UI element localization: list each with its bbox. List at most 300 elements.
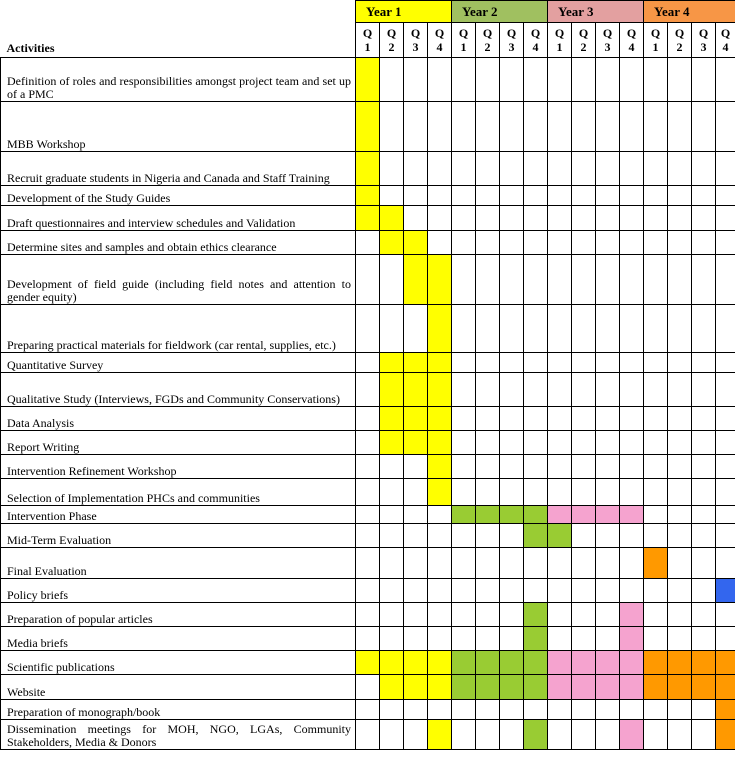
gantt-empty-cell <box>404 700 428 720</box>
gantt-empty-cell <box>476 455 500 479</box>
activities-header: Activities <box>1 23 356 58</box>
gantt-filled-cell <box>428 255 452 305</box>
gantt-filled-cell <box>644 675 668 700</box>
activity-row <box>1 255 735 305</box>
gantt-empty-cell <box>548 627 572 651</box>
activity-label: Recruit graduate students in Nigeria and Canada and Staff Training <box>1 152 356 186</box>
gantt-empty-cell <box>548 455 572 479</box>
gantt-filled-cell <box>500 675 524 700</box>
gantt-empty-cell <box>476 353 500 373</box>
gantt-empty-cell <box>500 373 524 407</box>
gantt-empty-cell <box>596 58 620 102</box>
gantt-empty-cell <box>356 305 380 353</box>
gantt-empty-cell <box>476 431 500 455</box>
gantt-empty-cell <box>380 102 404 152</box>
gantt-empty-cell <box>692 700 716 720</box>
activity-label: Final Evaluation <box>1 548 356 579</box>
gantt-empty-cell <box>404 479 428 506</box>
gantt-empty-cell <box>452 720 476 750</box>
quarter-number: 1 <box>556 40 563 54</box>
quarter-letter: Q <box>554 26 565 40</box>
year-header-row <box>1 1 735 23</box>
gantt-empty-cell <box>716 58 735 102</box>
gantt-empty-cell <box>668 305 692 353</box>
gantt-empty-cell <box>620 353 644 373</box>
gantt-empty-cell <box>380 58 404 102</box>
activity-label: Scientific publications <box>1 651 356 675</box>
gantt-empty-cell <box>452 206 476 231</box>
gantt-empty-cell <box>356 720 380 750</box>
quarter-letter: Q <box>410 26 421 40</box>
gantt-empty-cell <box>620 255 644 305</box>
gantt-filled-cell <box>692 651 716 675</box>
gantt-empty-cell <box>572 455 596 479</box>
gantt-empty-cell <box>404 603 428 627</box>
gantt-empty-cell <box>452 627 476 651</box>
gantt-empty-cell <box>548 206 572 231</box>
gantt-empty-cell <box>548 479 572 506</box>
gantt-empty-cell <box>548 186 572 206</box>
activity-label: Media briefs <box>1 627 356 651</box>
gantt-empty-cell <box>716 186 735 206</box>
gantt-empty-cell <box>572 579 596 603</box>
gantt-filled-cell <box>380 651 404 675</box>
gantt-empty-cell <box>500 186 524 206</box>
gantt-empty-cell <box>428 231 452 255</box>
gantt-empty-cell <box>620 206 644 231</box>
quarter-letter: Q <box>458 26 469 40</box>
gantt-empty-cell <box>572 255 596 305</box>
gantt-empty-cell <box>500 548 524 579</box>
gantt-empty-cell <box>668 431 692 455</box>
gantt-filled-cell <box>524 720 548 750</box>
gantt-empty-cell <box>356 479 380 506</box>
gantt-filled-cell <box>356 186 380 206</box>
activity-row <box>1 603 735 627</box>
gantt-filled-cell <box>620 627 644 651</box>
gantt-empty-cell <box>524 102 548 152</box>
gantt-filled-cell <box>380 206 404 231</box>
gantt-empty-cell <box>596 524 620 548</box>
quarter-letter: Q <box>482 26 493 40</box>
activity-label: Development of field guide (including field notes and attention to gender equity) <box>1 255 356 305</box>
gantt-empty-cell <box>668 603 692 627</box>
gantt-empty-cell <box>572 186 596 206</box>
gantt-empty-cell <box>404 627 428 651</box>
gantt-filled-cell <box>596 506 620 524</box>
gantt-empty-cell <box>356 548 380 579</box>
quarter-number: 4 <box>722 40 729 54</box>
gantt-empty-cell <box>716 353 735 373</box>
gantt-empty-cell <box>452 548 476 579</box>
gantt-empty-cell <box>644 373 668 407</box>
gantt-filled-cell <box>620 651 644 675</box>
gantt-empty-cell <box>404 455 428 479</box>
quarter-header-1 <box>356 23 380 58</box>
gantt-empty-cell <box>668 58 692 102</box>
gantt-empty-cell <box>356 455 380 479</box>
gantt-empty-cell <box>524 305 548 353</box>
gantt-empty-cell <box>476 407 500 431</box>
gantt-empty-cell <box>476 524 500 548</box>
gantt-empty-cell <box>356 373 380 407</box>
gantt-empty-cell <box>620 700 644 720</box>
gantt-filled-cell <box>404 407 428 431</box>
gantt-empty-cell <box>668 255 692 305</box>
gantt-empty-cell <box>476 700 500 720</box>
gantt-empty-cell <box>692 305 716 353</box>
gantt-empty-cell <box>620 455 644 479</box>
gantt-empty-cell <box>596 152 620 186</box>
gantt-filled-cell <box>716 675 735 700</box>
gantt-empty-cell <box>596 186 620 206</box>
activity-row <box>1 305 735 353</box>
gantt-empty-cell <box>644 255 668 305</box>
gantt-empty-cell <box>620 305 644 353</box>
quarter-header-7 <box>500 23 524 58</box>
gantt-empty-cell <box>500 58 524 102</box>
gantt-empty-cell <box>428 548 452 579</box>
gantt-filled-cell <box>428 720 452 750</box>
gantt-empty-cell <box>572 353 596 373</box>
quarter-number: 2 <box>388 40 395 54</box>
gantt-filled-cell <box>644 548 668 579</box>
quarter-header-6 <box>476 23 500 58</box>
gantt-empty-cell <box>500 231 524 255</box>
gantt-filled-cell <box>524 603 548 627</box>
activity-label: Quantitative Survey <box>1 353 356 373</box>
gantt-empty-cell <box>452 305 476 353</box>
quarter-letter: Q <box>602 26 613 40</box>
gantt-empty-cell <box>380 579 404 603</box>
gantt-empty-cell <box>668 627 692 651</box>
gantt-filled-cell <box>572 651 596 675</box>
gantt-empty-cell <box>644 186 668 206</box>
gantt-empty-cell <box>692 506 716 524</box>
gantt-empty-cell <box>668 700 692 720</box>
gantt-filled-cell <box>548 506 572 524</box>
gantt-empty-cell <box>356 700 380 720</box>
gantt-empty-cell <box>524 407 548 431</box>
gantt-empty-cell <box>404 206 428 231</box>
quarter-number: 4 <box>628 40 635 54</box>
quarter-letter: Q <box>506 26 517 40</box>
gantt-empty-cell <box>404 152 428 186</box>
gantt-empty-cell <box>572 373 596 407</box>
gantt-empty-cell <box>644 102 668 152</box>
gantt-filled-cell <box>716 651 735 675</box>
gantt-empty-cell <box>644 58 668 102</box>
gantt-empty-cell <box>524 58 548 102</box>
gantt-filled-cell <box>548 524 572 548</box>
gantt-empty-cell <box>644 353 668 373</box>
gantt-filled-cell <box>404 651 428 675</box>
gantt-filled-cell <box>620 675 644 700</box>
gantt-empty-cell <box>428 206 452 231</box>
gantt-empty-cell <box>620 431 644 455</box>
gantt-empty-cell <box>524 255 548 305</box>
gantt-empty-cell <box>452 255 476 305</box>
gantt-empty-cell <box>500 206 524 231</box>
gantt-empty-cell <box>644 305 668 353</box>
gantt-empty-cell <box>668 231 692 255</box>
gantt-empty-cell <box>716 102 735 152</box>
gantt-filled-cell <box>428 479 452 506</box>
gantt-empty-cell <box>404 524 428 548</box>
activity-label: Determine sites and samples and obtain ethics clearance <box>1 231 356 255</box>
gantt-empty-cell <box>356 255 380 305</box>
gantt-empty-cell <box>380 720 404 750</box>
gantt-empty-cell <box>548 603 572 627</box>
activity-label: Qualitative Study (Interviews, FGDs and Community Conservations) <box>1 373 356 407</box>
quarter-letter: Q <box>530 26 541 40</box>
activity-label: Intervention Refinement Workshop <box>1 455 356 479</box>
gantt-empty-cell <box>644 479 668 506</box>
gantt-empty-cell <box>692 603 716 627</box>
gantt-filled-cell <box>428 675 452 700</box>
gantt-empty-cell <box>548 720 572 750</box>
gantt-empty-cell <box>380 524 404 548</box>
gantt-empty-cell <box>476 373 500 407</box>
gantt-filled-cell <box>428 431 452 455</box>
gantt-filled-cell <box>380 407 404 431</box>
gantt-empty-cell <box>716 603 735 627</box>
year-2-header: Year 2 <box>452 1 548 23</box>
gantt-empty-cell <box>596 407 620 431</box>
quarter-header-8 <box>524 23 548 58</box>
gantt-empty-cell <box>644 152 668 186</box>
gantt-filled-cell <box>596 675 620 700</box>
gantt-filled-cell <box>380 231 404 255</box>
activity-row <box>1 152 735 186</box>
gantt-empty-cell <box>500 700 524 720</box>
gantt-empty-cell <box>572 720 596 750</box>
gantt-empty-cell <box>500 603 524 627</box>
gantt-filled-cell <box>404 675 428 700</box>
gantt-empty-cell <box>668 479 692 506</box>
activity-row <box>1 373 735 407</box>
gantt-empty-cell <box>668 720 692 750</box>
gantt-empty-cell <box>692 407 716 431</box>
gantt-filled-cell <box>356 206 380 231</box>
activity-label: Preparation of monograph/book <box>1 700 356 720</box>
gantt-empty-cell <box>500 431 524 455</box>
gantt-empty-cell <box>620 373 644 407</box>
gantt-empty-cell <box>596 603 620 627</box>
gantt-empty-cell <box>596 206 620 231</box>
gantt-empty-cell <box>428 579 452 603</box>
gantt-empty-cell <box>476 548 500 579</box>
quarter-letter: Q <box>698 26 709 40</box>
gantt-empty-cell <box>476 102 500 152</box>
activity-label: MBB Workshop <box>1 102 356 152</box>
quarter-number: 1 <box>364 40 371 54</box>
gantt-empty-cell <box>524 431 548 455</box>
gantt-empty-cell <box>668 206 692 231</box>
activity-row <box>1 720 735 750</box>
gantt-filled-cell <box>500 651 524 675</box>
gantt-empty-cell <box>380 186 404 206</box>
gantt-empty-cell <box>596 700 620 720</box>
gantt-empty-cell <box>644 231 668 255</box>
gantt-empty-cell <box>620 152 644 186</box>
gantt-empty-cell <box>668 548 692 579</box>
activity-row <box>1 627 735 651</box>
gantt-filled-cell <box>620 603 644 627</box>
gantt-empty-cell <box>716 305 735 353</box>
gantt-empty-cell <box>716 255 735 305</box>
gantt-filled-cell <box>476 675 500 700</box>
gantt-empty-cell <box>356 506 380 524</box>
gantt-empty-cell <box>692 102 716 152</box>
activity-row <box>1 579 735 603</box>
gantt-empty-cell <box>620 407 644 431</box>
activity-row <box>1 186 735 206</box>
gantt-empty-cell <box>572 58 596 102</box>
quarter-header-5 <box>452 23 476 58</box>
quarter-header-9 <box>548 23 572 58</box>
activity-row <box>1 353 735 373</box>
gantt-filled-cell <box>356 58 380 102</box>
gantt-empty-cell <box>524 700 548 720</box>
gantt-filled-cell <box>716 579 735 603</box>
gantt-empty-cell <box>644 407 668 431</box>
gantt-filled-cell <box>572 675 596 700</box>
gantt-empty-cell <box>596 102 620 152</box>
activity-label: Mid-Term Evaluation <box>1 524 356 548</box>
gantt-filled-cell <box>716 700 735 720</box>
gantt-empty-cell <box>668 186 692 206</box>
activity-label: Intervention Phase <box>1 506 356 524</box>
activity-row <box>1 102 735 152</box>
gantt-empty-cell <box>716 524 735 548</box>
gantt-filled-cell <box>404 231 428 255</box>
gantt-filled-cell <box>524 524 548 548</box>
gantt-empty-cell <box>356 407 380 431</box>
gantt-empty-cell <box>548 58 572 102</box>
activity-label: Data Analysis <box>1 407 356 431</box>
gantt-filled-cell <box>428 651 452 675</box>
gantt-empty-cell <box>404 102 428 152</box>
gantt-empty-cell <box>548 579 572 603</box>
gantt-empty-cell <box>452 102 476 152</box>
gantt-empty-cell <box>476 231 500 255</box>
gantt-empty-cell <box>716 627 735 651</box>
activity-label: Preparation of popular articles <box>1 603 356 627</box>
gantt-empty-cell <box>380 455 404 479</box>
gantt-empty-cell <box>500 407 524 431</box>
gantt-empty-cell <box>644 579 668 603</box>
gantt-empty-cell <box>500 579 524 603</box>
gantt-filled-cell <box>380 431 404 455</box>
gantt-empty-cell <box>692 58 716 102</box>
gantt-empty-cell <box>452 700 476 720</box>
gantt-empty-cell <box>668 353 692 373</box>
gantt-empty-cell <box>524 479 548 506</box>
activity-row <box>1 675 735 700</box>
gantt-empty-cell <box>500 720 524 750</box>
gantt-filled-cell <box>380 373 404 407</box>
gantt-empty-cell <box>500 255 524 305</box>
gantt-empty-cell <box>404 506 428 524</box>
activity-row <box>1 58 735 102</box>
gantt-empty-cell <box>692 720 716 750</box>
gantt-empty-cell <box>428 506 452 524</box>
gantt-empty-cell <box>452 152 476 186</box>
gantt-empty-cell <box>404 186 428 206</box>
gantt-empty-cell <box>380 700 404 720</box>
gantt-empty-cell <box>572 627 596 651</box>
quarter-header-3 <box>404 23 428 58</box>
gantt-empty-cell <box>476 186 500 206</box>
gantt-empty-cell <box>476 479 500 506</box>
gantt-empty-cell <box>500 455 524 479</box>
gantt-empty-cell <box>476 152 500 186</box>
gantt-empty-cell <box>716 455 735 479</box>
quarter-number: 2 <box>676 40 683 54</box>
gantt-empty-cell <box>572 524 596 548</box>
gantt-empty-cell <box>500 305 524 353</box>
activity-row <box>1 506 735 524</box>
quarter-letter: Q <box>720 26 731 40</box>
gantt-filled-cell <box>404 255 428 305</box>
quarter-number: 1 <box>652 40 659 54</box>
gantt-filled-cell <box>428 407 452 431</box>
activity-row <box>1 524 735 548</box>
gantt-filled-cell <box>404 353 428 373</box>
gantt-empty-cell <box>380 305 404 353</box>
gantt-empty-cell <box>452 231 476 255</box>
gantt-empty-cell <box>716 373 735 407</box>
gantt-empty-cell <box>572 152 596 186</box>
gantt-empty-cell <box>548 152 572 186</box>
gantt-empty-cell <box>356 231 380 255</box>
gantt-empty-cell <box>452 603 476 627</box>
gantt-empty-cell <box>428 102 452 152</box>
gantt-empty-cell <box>716 206 735 231</box>
gantt-empty-cell <box>476 579 500 603</box>
gantt-empty-cell <box>452 431 476 455</box>
quarter-number: 4 <box>436 40 443 54</box>
activity-row <box>1 479 735 506</box>
gantt-empty-cell <box>356 524 380 548</box>
gantt-empty-cell <box>572 231 596 255</box>
gantt-empty-cell <box>548 431 572 455</box>
gantt-empty-cell <box>572 548 596 579</box>
gantt-filled-cell <box>356 152 380 186</box>
gantt-empty-cell <box>476 206 500 231</box>
gantt-empty-cell <box>356 353 380 373</box>
gantt-empty-cell <box>692 524 716 548</box>
gantt-empty-cell <box>380 548 404 579</box>
gantt-empty-cell <box>620 479 644 506</box>
gantt-empty-cell <box>692 152 716 186</box>
quarter-letter: Q <box>434 26 445 40</box>
gantt-filled-cell <box>668 651 692 675</box>
activity-row <box>1 206 735 231</box>
gantt-empty-cell <box>500 102 524 152</box>
gantt-empty-cell <box>476 720 500 750</box>
gantt-empty-cell <box>716 231 735 255</box>
quarter-header-15 <box>692 23 716 58</box>
quarter-number: 3 <box>412 40 419 54</box>
gantt-empty-cell <box>692 186 716 206</box>
gantt-empty-cell <box>524 373 548 407</box>
gantt-empty-cell <box>380 152 404 186</box>
quarter-number: 3 <box>508 40 515 54</box>
quarter-header-13 <box>644 23 668 58</box>
gantt-empty-cell <box>572 431 596 455</box>
